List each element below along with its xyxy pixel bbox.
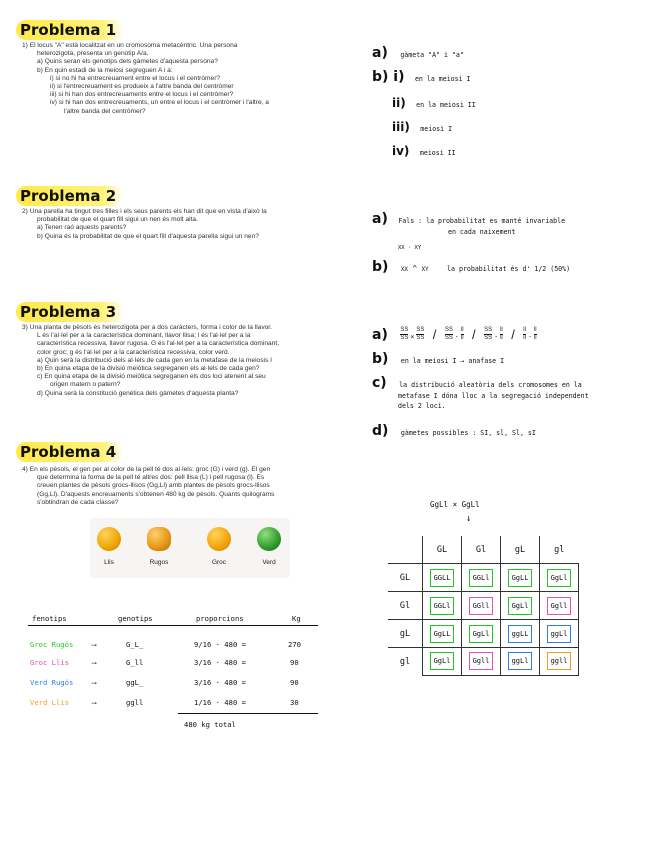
row-fenotip: Verd Llis bbox=[30, 698, 69, 707]
p1-answer-b-iii bbox=[392, 118, 452, 136]
p2-line: a) Tenen raó aquests parents? bbox=[37, 224, 127, 232]
punnett-cell: GgLl bbox=[462, 620, 501, 648]
punnett-cell: ggLL bbox=[501, 620, 540, 648]
pea-label: Verd bbox=[262, 559, 276, 566]
rugos-pea-icon bbox=[147, 527, 171, 551]
gamete-row-header: Gl bbox=[388, 592, 423, 620]
p3-line: b) En quina etapa de la divisió meiòtica segreganen els al·lels de cada gen? bbox=[37, 365, 260, 373]
row-proporcio: 3/16 · 480 = bbox=[194, 658, 246, 667]
problema-2-title: Problema 2 bbox=[16, 186, 124, 206]
p1-answer-a bbox=[372, 44, 464, 62]
punnett-square bbox=[388, 536, 579, 676]
p3-answer-b bbox=[372, 350, 504, 368]
answer-text: gàmeta "A" i "a" bbox=[400, 51, 464, 59]
problema-1-title: Problema 1 bbox=[16, 20, 124, 40]
pea-label: Llis bbox=[104, 559, 114, 566]
answer-label: iii) bbox=[392, 120, 410, 134]
row-fenotip: Groc Rugós bbox=[30, 640, 74, 649]
row-fenotip: Groc Llis bbox=[30, 658, 69, 667]
problema-1-text bbox=[22, 42, 269, 116]
row-genotip: ggll bbox=[126, 698, 144, 707]
p3-line: color groc; g és l'al·lel per a la característica recessiva, color verd. bbox=[37, 348, 230, 356]
total-rule bbox=[178, 713, 318, 714]
cross-right: XY bbox=[421, 267, 429, 273]
p3-line: d) Quina serà la constitució genètica dels gàmetes d'aquesta planta? bbox=[37, 389, 239, 397]
fraction-group-3: $\frac{SS}{SS}$ · $\frac{ll}{ll}$ bbox=[484, 327, 503, 342]
p2-answer-a-cont: en cada naixement bbox=[448, 228, 516, 236]
p1-answer-b-i bbox=[372, 68, 471, 86]
groc-pea-icon bbox=[207, 527, 231, 551]
p2-line: b) Quina és la probabilitat de que el quart fill d'aquesta parella sigui un nen? bbox=[37, 232, 259, 240]
punnett-cell: Ggll bbox=[462, 648, 501, 676]
punnett-cell: GgLl bbox=[540, 564, 579, 592]
problema-2-text bbox=[22, 208, 267, 241]
pea-images bbox=[90, 518, 290, 578]
p1-line: ii) si l'entrecreuament es produeix a l'altre banda del centròmer bbox=[50, 83, 234, 91]
row-proporcio: 9/16 · 480 = bbox=[194, 640, 246, 649]
p1-line: l'altre banda del centròmer? bbox=[64, 107, 146, 115]
gamete-header: gl bbox=[540, 536, 579, 564]
fraction-group-2: $\frac{SS}{SS}$ · $\frac{ll}{ll}$ bbox=[444, 327, 464, 342]
punnett-cell: Ggll bbox=[540, 592, 579, 620]
verd-pea-icon bbox=[257, 527, 281, 551]
p1-line: i) si no hi ha entrecreuament entre el locus i el centròmer? bbox=[50, 74, 221, 82]
fraction-group-4: $\frac{ll}{ll}$ · $\frac{ll}{ll}$ bbox=[523, 327, 537, 342]
answer-text: la probabilitat és d' 1/2 (50%) bbox=[447, 265, 571, 273]
answer-text: en la meiosi I → anafase I bbox=[400, 357, 505, 365]
total-kg: 480 kg total bbox=[184, 720, 236, 729]
fraction: $\frac{SS}{SS}$ bbox=[416, 327, 425, 342]
p1-line: iii) si hi han dos entrecreuaments entre el locus i el centròmer? bbox=[50, 91, 234, 99]
header-kg: Kg bbox=[292, 614, 301, 623]
p2-line: probabilitat de que el quart fill sigui un nen és molt alta. bbox=[37, 216, 198, 224]
header-proporcions: proporcions bbox=[196, 614, 244, 623]
p4-line: que determina la forma de la pell té altres dos: pell llisa (L) i pell rugosa (l). Es bbox=[37, 474, 265, 482]
pea-label: Groc bbox=[211, 559, 227, 566]
p1-line: heterozigota, presenta un genotip A/a. bbox=[37, 50, 149, 58]
p1-answer-b-ii bbox=[392, 94, 476, 112]
p3-line: a) Quin serà la distribució dels al·lels de cada gen en la metafase de la meiosis I bbox=[37, 356, 272, 364]
answer-text: la distribució aleatòria dels cromosomes en la bbox=[399, 381, 582, 389]
p4-line: s'obtindran de cada classe? bbox=[37, 498, 119, 506]
row-proporcio: 1/16 · 480 = bbox=[194, 698, 246, 707]
punnett-cell: GgLL bbox=[501, 564, 540, 592]
answer-label: a) bbox=[372, 211, 388, 227]
fraction: $\frac{SS}{SS}$ bbox=[400, 327, 409, 342]
p3-line: c) En quina etapa de la divisió meiòtica segreganen els dos loci atenent al seu bbox=[37, 373, 266, 381]
answer-label: c) bbox=[372, 375, 387, 391]
gamete-row-header: GL bbox=[388, 564, 423, 592]
header-genotips: genotips bbox=[118, 614, 153, 623]
fraction-group-1: $\frac{SS}{SS}$ × $\frac{SS}{SS}$ bbox=[400, 327, 425, 342]
p3-answer-d bbox=[372, 422, 536, 440]
cross-arrow: ↓ bbox=[466, 514, 472, 524]
punnett-cell: GGLl bbox=[462, 564, 501, 592]
problema-3-title: Problema 3 bbox=[16, 302, 124, 322]
p3-answer-a: a) $\frac{SS}{SS}$ × $\frac{SS}{SS}$ / $\frac{SS}{SS}$ · $\frac{ll}{ll}$ / $\frac{SS}{SS}$ · $\frac{ll}{ll}$ / $\frac{ll}{ll}$ · $\frac{ll}{ll}$ bbox=[372, 327, 537, 343]
row-genotip: G_ll bbox=[126, 658, 144, 667]
p1-line: 1) El locus "A" està localitzat en un cromosoma metacèntric. Una persona bbox=[22, 42, 238, 49]
answer-label: ii) bbox=[392, 96, 406, 110]
row-genotip: G_L_ bbox=[126, 640, 144, 649]
fraction: $\frac{ll}{ll}$ bbox=[533, 327, 537, 342]
row-kg: 90 bbox=[290, 678, 299, 687]
punnett-cell: GGLl bbox=[423, 592, 462, 620]
p3-answer-c-line3: dels 2 loci. bbox=[398, 402, 446, 410]
row-fenotip: Verd Rugós bbox=[30, 678, 74, 687]
problema-4-text bbox=[22, 466, 274, 507]
row-genotip: ggL_ bbox=[126, 678, 144, 687]
answer-text: en la meiosi II bbox=[416, 101, 476, 109]
p3-answer-c bbox=[372, 374, 582, 392]
cross-left: XX bbox=[400, 267, 408, 273]
punnett-cell: GgLl bbox=[501, 592, 540, 620]
gamete-header: gL bbox=[501, 536, 540, 564]
punnett-cell: ggLl bbox=[501, 648, 540, 676]
answer-text: gàmetes possibles : SI, sl, Sl, sI bbox=[400, 429, 536, 437]
gamete-row-header: gl bbox=[388, 648, 423, 676]
p3-line: 3) Una planta de pèsols és heterozigota per a dos caràcters, forma i color de la llavor. bbox=[22, 324, 272, 331]
problema-3-text bbox=[22, 324, 279, 398]
answer-text: en la meiosi I bbox=[414, 75, 471, 83]
row-kg: 270 bbox=[288, 640, 301, 649]
gamete-header: Gl bbox=[462, 536, 501, 564]
fraction: $\frac{ll}{ll}$ bbox=[500, 327, 503, 342]
problema-4-title: Problema 4 bbox=[16, 442, 124, 462]
cross-label: GgLl × GgLl bbox=[430, 500, 480, 509]
answer-label: d) bbox=[372, 423, 389, 439]
pea-label: Rugos bbox=[149, 559, 169, 566]
fraction: $\frac{SS}{SS}$ bbox=[444, 327, 453, 342]
punnett-cell: GgLl bbox=[423, 648, 462, 676]
answer-label: iv) bbox=[392, 144, 410, 158]
p1-line: b) En quin estadi de la meiosi segreguen A i a: bbox=[37, 66, 173, 74]
p2-line: 2) Una parella ha tingut tres filles i els seus parents els han dit que en vista d'això la bbox=[22, 208, 267, 215]
answer-label: b) i) bbox=[372, 69, 405, 85]
punnett-cell: GGll bbox=[462, 592, 501, 620]
p1-answer-b-iv bbox=[392, 142, 456, 160]
row-kg: 90 bbox=[290, 658, 299, 667]
punnett-cell: GgLL bbox=[423, 620, 462, 648]
llis-pea-icon bbox=[97, 527, 121, 551]
p2-cross: XX · XY bbox=[398, 245, 422, 251]
punnett-cell: ggLl bbox=[540, 620, 579, 648]
p1-line: iv) si hi han dos entrecreuaments, un entre el locus i el centròmer i l'altre, a bbox=[50, 99, 269, 107]
cross-caret: ^ bbox=[412, 264, 418, 273]
header-rule bbox=[28, 625, 318, 626]
answer-text: Fals : la probabilitat es manté invariable bbox=[398, 217, 566, 225]
answer-label: a) bbox=[372, 45, 388, 61]
fraction: $\frac{ll}{ll}$ bbox=[523, 327, 526, 342]
header-fenotips: fenotips bbox=[32, 614, 67, 623]
p3-line: L és l'al·lel per a la característica dominant, llavor llisa; l és l'al·lel per a la bbox=[37, 332, 251, 340]
fraction: $\frac{SS}{SS}$ bbox=[484, 327, 493, 342]
phenotype-table: fenotips genotips proporcions Kg Groc Rugós ⟶ G_L_ 9/16 · 480 = 270 Groc Llis ⟶ G_ll 3/16 · 480 = 90 Verd Rugós ⟶ ggL_ 3/16 · 480 = 90 Verd Llis ⟶ ggll 1/16 · 480 = 30 480 kg total bbox=[28, 614, 318, 736]
gamete-header: GL bbox=[423, 536, 462, 564]
answer-text: meiosi II bbox=[419, 149, 456, 157]
answer-label: b) bbox=[372, 351, 389, 367]
p2-answer-b bbox=[372, 258, 570, 276]
p3-line: característica recessiva, llavor rugosa. G és l'al·lel per a la característica dominant, bbox=[37, 340, 280, 348]
answer-text: meiosi I bbox=[420, 125, 453, 133]
row-proporcio: 3/16 · 480 = bbox=[194, 678, 246, 687]
row-kg: 30 bbox=[290, 698, 299, 707]
punnett-cell: GGLL bbox=[423, 564, 462, 592]
fraction: $\frac{ll}{ll}$ bbox=[460, 327, 464, 342]
answer-label: b) bbox=[372, 259, 389, 275]
p4-line: (Gg,Ll). D'aquests encreuaments s'obtenen 480 kg de pèsols. Quants quilograms bbox=[37, 490, 275, 498]
punnett-cell: ggll bbox=[540, 648, 579, 676]
answer-label: a) bbox=[372, 327, 388, 343]
p3-answer-c-line2: metafase I dóna lloc a la segregació independent bbox=[398, 392, 589, 400]
p1-line: a) Quins seran els genotips dels gàmetes d'aquesta persona? bbox=[37, 58, 218, 66]
gamete-row-header: gL bbox=[388, 620, 423, 648]
p2-answer-a bbox=[372, 210, 565, 228]
p3-line: origen matern o patern? bbox=[50, 381, 121, 389]
p4-line: creuen plantes de pèsols grocs-llisos (Gg,Ll) amb plantes de pèsols grocs-llisos bbox=[37, 482, 270, 490]
p4-line: 4) En els pèsols, el gen per al color de la pell té dos al·lels: groc (G) i verd (g). El gen bbox=[22, 466, 271, 473]
